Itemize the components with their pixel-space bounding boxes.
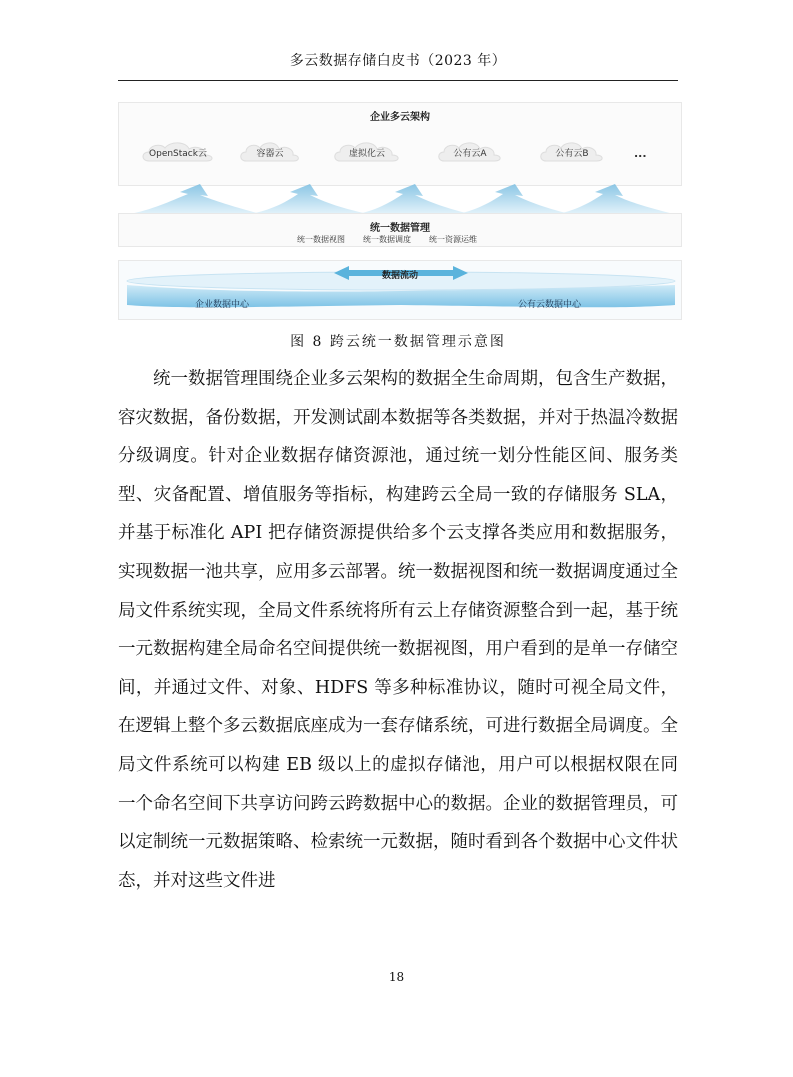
unified-data-management-title: 统一数据管理 [370,223,430,234]
enterprise-dc-label: 企业数据中心 [195,300,250,310]
cloud-label: 公有云B [555,148,589,159]
page-number: 18 [388,970,405,984]
cloud-public-b [537,139,607,165]
item-unified-view: 统一数据视图 [297,235,345,244]
figure-caption: 图 8 跨云统一数据管理示意图 [290,334,506,350]
body-text [118,360,678,900]
data-center-panel [118,260,682,320]
more-clouds-ellipsis: ... [634,147,647,160]
public-cloud-dc-label: 公有云数据中心 [518,300,582,310]
header-rule [118,80,678,81]
cloud-label: 虚拟化云 [348,148,385,159]
cloud-label: 容器云 [256,148,284,159]
cloud-container [237,139,303,165]
enterprise-multicloud-title: 企业多云架构 [370,112,430,123]
enterprise-multicloud-panel [118,102,682,186]
cross-cloud-figure [118,102,682,320]
data-flow-label: 数据流动 [381,271,418,281]
cloud-openstack [139,139,217,165]
page-header: 多云数据存储白皮书（2023 年） [289,53,507,69]
body-paragraph: 统一数据管理围绕企业多云架构的数据全生命周期，包含生产数据，容灾数据，备份数据，开发测试副本数据等各类数据，并对于热温冷数据分级调度。针对企业数据存储资源池，通过统一划分性能区间、服务类型、灾备配置、增值服务等指标，构建跨云全局一致的存储服务 SLA，并基于标准化 API 把存储资源提供给多个云支撑各类应用和数据服务，实现数据一池共享，应用多云部署。统一数据视图和统一数据调度通过全局文件系统实现，全局文件系统将所有云上存储资源整合到一起，基于统一元数据构建全局命名空间提供统一数据视图，用户看到的是单一存储空间，并通过文件、对象、HDFS 等多种标准协议，随时可视全局文件，在逻辑上整个多云数据底座成为一套存储系统，可进行数据全局调度。全局文件系统可以构建 EB 级以上的虚拟存储池，用户可以根据权限在同一个命名空间下共享访问跨云跨数据中心的数据。企业的数据管理员，可以定制统一元数据策略、检索统一元数据，随时看到各个数据中心文件状态，并对这些文件进 [118,369,678,891]
cloud-virtualization [331,139,403,165]
cloud-label: 公有云A [453,148,487,159]
cloud-label: OpenStack云 [149,148,207,159]
unified-data-management-items [297,234,477,245]
item-unified-ops: 统一资源运维 [429,235,477,244]
unified-data-management-panel [118,213,682,247]
cloud-public-a [435,139,505,165]
item-unified-scheduling: 统一数据调度 [363,235,411,244]
